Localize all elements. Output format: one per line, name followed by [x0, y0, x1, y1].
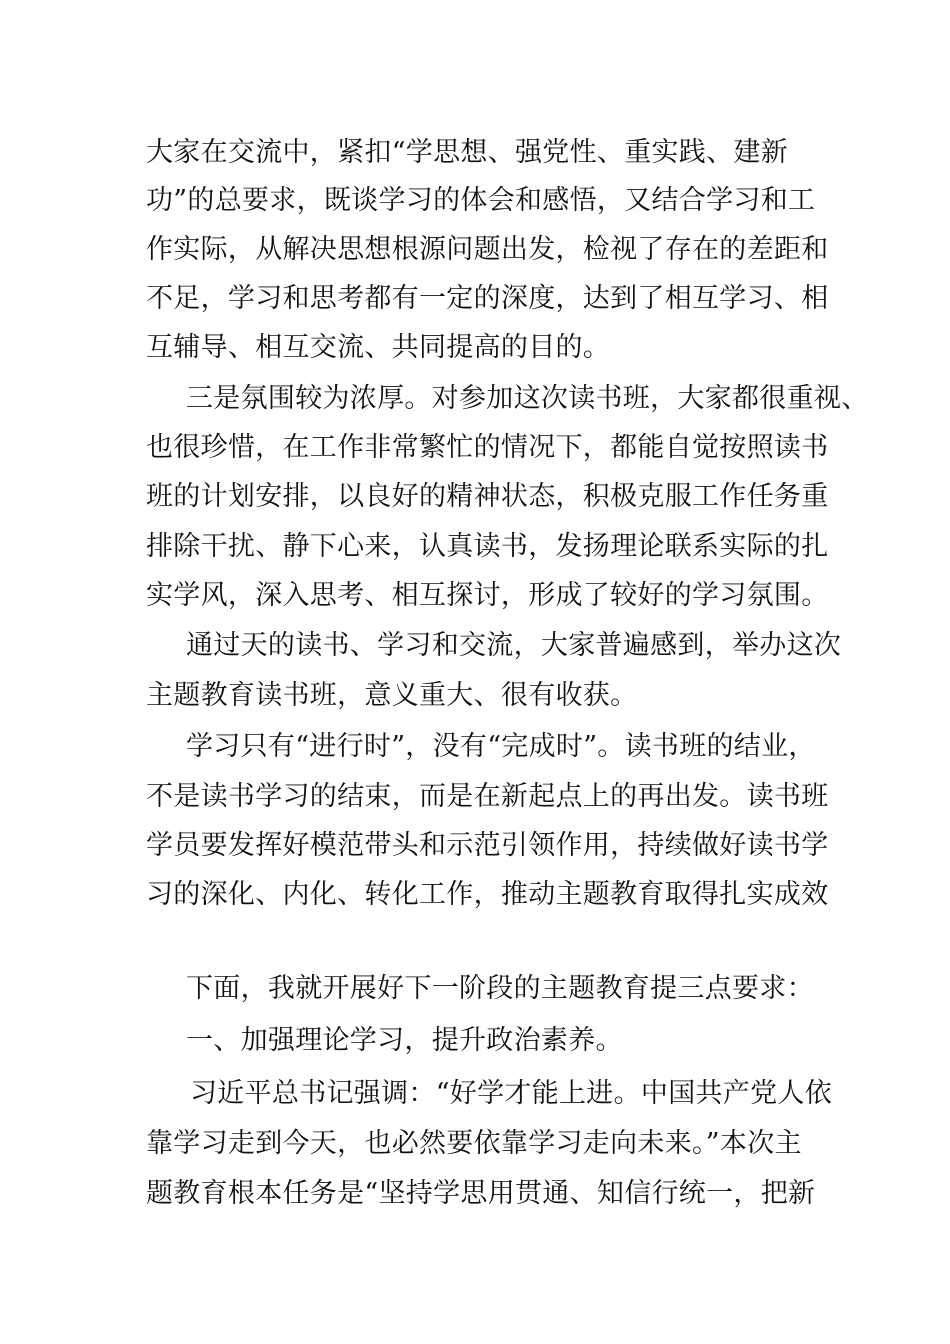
- text-line-14: 不是读书学习的结束，而是在新起点上的再出发。读书班: [146, 781, 829, 812]
- text-line-7: 也很珍惜，在工作非常繁忙的情况下，都能自觉按照读书: [146, 432, 829, 463]
- text-line-8: 班的计划安排，以良好的精神状态，积极克服工作任务重: [146, 481, 829, 512]
- text-line-13: 学习只有“进行时”，没有“完成时”。读书班的结业，: [186, 731, 816, 762]
- text-line-20: 靠学习走到今天，也必然要依靠学习走向未来。”本次主: [146, 1128, 802, 1159]
- text-line-4: 不足，学习和思考都有一定的深度，达到了相互学习、相: [146, 283, 829, 314]
- text-line-12: 主题教育读书班，意义重大、很有收获。: [146, 680, 638, 711]
- text-line-18: 一、加强理论学习，提升政治素养。: [186, 1025, 623, 1056]
- text-line-17: 下面，我就开展好下一阶段的主题教育提三点要求：: [186, 973, 814, 1004]
- text-line-5: 互辅导、相互交流、共同提高的目的。: [146, 332, 611, 363]
- text-line-3: 作实际，从解决思想根源问题出发，检视了存在的差距和: [146, 234, 829, 265]
- text-line-10: 实学风，深入思考、相互探讨，形成了较好的学习氛围。: [146, 580, 829, 611]
- text-line-6: 三是氛围较为浓厚。对参加这次读书班，大家都很重视、: [186, 383, 869, 414]
- text-line-1: 大家在交流中，紧扣“学思想、强党性、重实践、建新: [146, 137, 789, 168]
- text-line-21: 题教育根本任务是“坚持学思用贯通、知信行统一，把新: [146, 1178, 816, 1209]
- text-line-19: 习近平总书记强调：“好学才能上进。中国共产党人依: [190, 1078, 833, 1109]
- text-line-9: 排除干扰、静下心来，认真读书，发扬理论联系实际的扎: [146, 531, 829, 562]
- text-line-15: 学员要发挥好模范带头和示范引领作用，持续做好读书学: [146, 830, 829, 861]
- text-line-2: 功”的总要求，既谈学习的体会和感悟，又结合学习和工: [146, 185, 816, 216]
- text-line-16: 习的深化、内化、转化工作，推动主题教育取得扎实成效: [146, 879, 829, 910]
- text-line-11: 通过天的读书、学习和交流，大家普遍感到，举办这次: [186, 630, 842, 661]
